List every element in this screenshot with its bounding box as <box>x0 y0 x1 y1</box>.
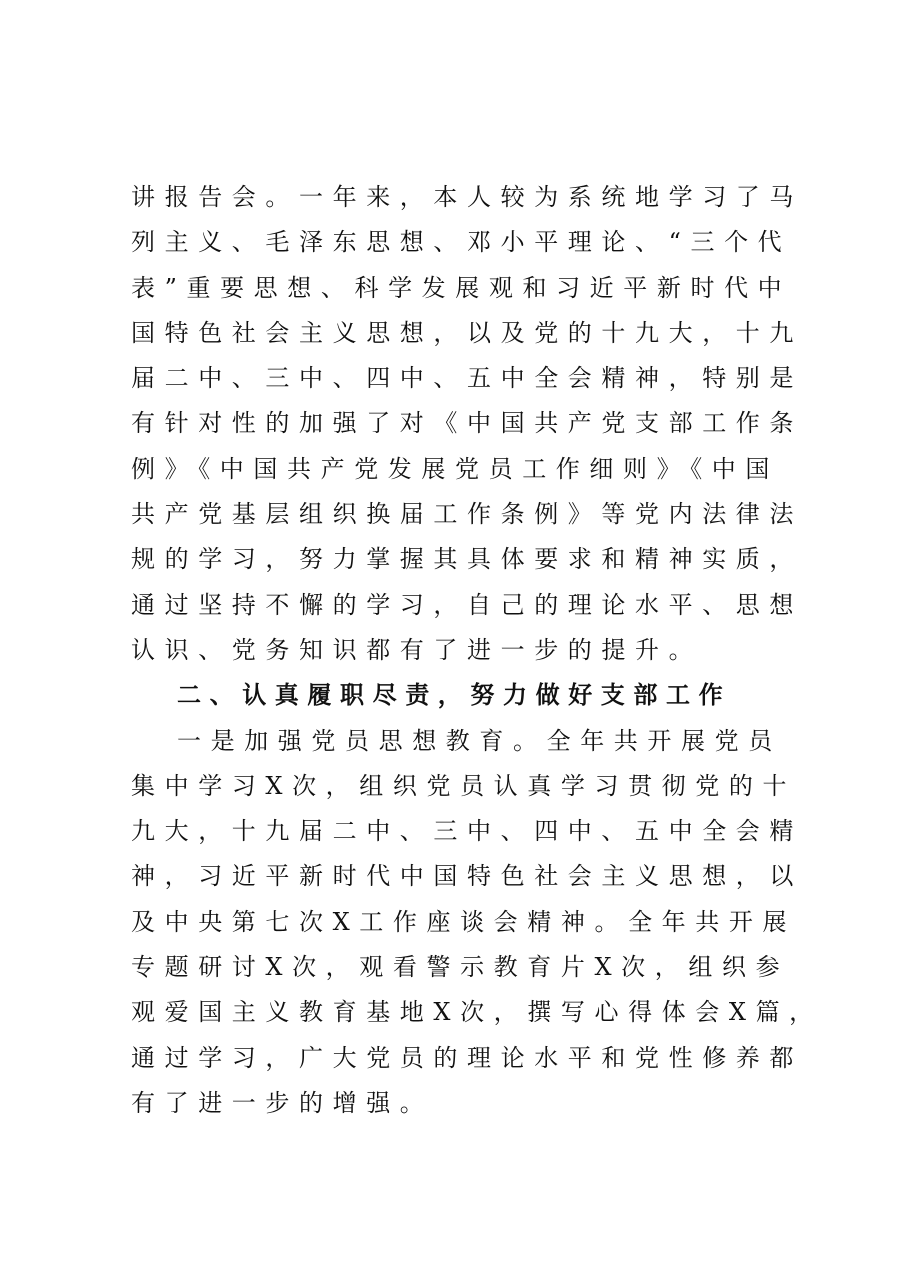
paragraph-line: 一是加强党员思想教育。全年共开展党员 <box>177 726 782 755</box>
paragraph-line: 共产党基层组织换届工作条例》等党内法律法 <box>131 500 803 529</box>
paragraph-line: 例》《中国共产党发展党员工作细则》《中国 <box>131 454 779 483</box>
paragraph-2 <box>131 719 823 1127</box>
paragraph-line: 集中学习X次，组织党员认真学习贯彻党的十 <box>131 771 797 800</box>
paragraph-line: 有针对性的加强了对《中国共产党支部工作条 <box>131 409 803 438</box>
paragraph-1 <box>131 175 811 673</box>
paragraph-line: 专题研讨X次，观看警示教育片X次，组织参 <box>131 953 790 982</box>
paragraph-line: 通过学习，广大党员的理论水平和党性修养都 <box>131 1043 803 1072</box>
paragraph-line: 神，习近平新时代中国特色社会主义思想，以 <box>131 862 803 891</box>
paragraph-line: 九大，十九届二中、三中、四中、五中全会精 <box>131 817 803 846</box>
paragraph-line: 认识、党务知识都有了进一步的提升。 <box>131 635 703 664</box>
paragraph-line: 讲报告会。一年来，本人较为系统地学习了马 <box>131 183 803 211</box>
paragraph-line: 有了进一步的增强。 <box>131 1088 434 1117</box>
paragraph-line: 规的学习，努力掌握其具体要求和精神实质， <box>131 545 803 574</box>
document-body <box>131 175 823 1126</box>
paragraph-line: 列主义、毛泽东思想、邓小平理论、“三个代 <box>131 228 792 257</box>
paragraph-line: 通过坚持不懈的学习，自己的理论水平、思想 <box>131 590 803 619</box>
paragraph-line: 国特色社会主义思想，以及党的十九大，十九 <box>131 318 803 347</box>
section-heading: 二、认真履职尽责，努力做好支部工作 <box>177 681 732 710</box>
paragraph-line: 表”重要思想、科学发展观和习近平新时代中 <box>131 273 792 302</box>
paragraph-line: 届二中、三中、四中、五中全会精神，特别是 <box>131 364 803 393</box>
paragraph-line: 及中央第七次X工作座谈会精神。全年共开展 <box>131 907 797 936</box>
paragraph-line: 观爱国主义教育基地X次，撰写心得体会X篇， <box>131 998 823 1027</box>
